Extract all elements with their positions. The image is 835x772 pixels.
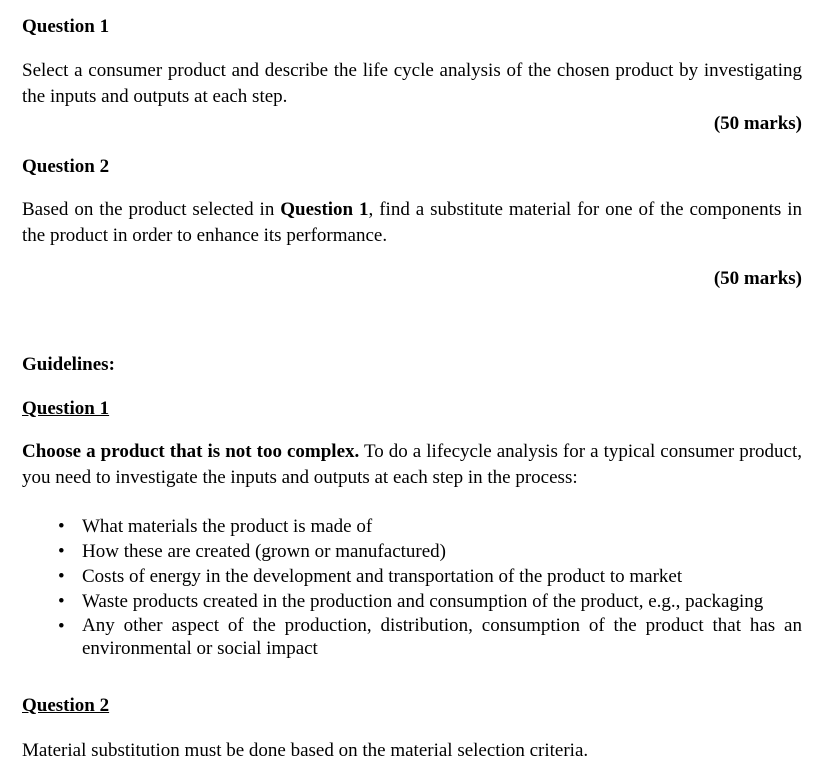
- bullet-icon: •: [58, 591, 65, 612]
- list-item: • Waste products created in the production and consumption of the product, e.g., packaging: [58, 591, 764, 612]
- list-item: • Costs of energy in the development and transportation of the product to market: [58, 566, 683, 587]
- bullet-icon: •: [58, 516, 65, 537]
- guidelines-heading: Guidelines:: [22, 354, 115, 375]
- guidelines-q2-text: Material substitution must be done based on the material selection criteria.: [22, 740, 589, 761]
- guidelines-q2-heading-text: Question 2: [22, 695, 110, 716]
- question-1-heading: Question 1: [22, 16, 110, 37]
- question-1-marks: (50 marks): [713, 113, 802, 134]
- guidelines-q1-heading: [22, 396, 802, 422]
- guidelines-q2-heading: [22, 693, 802, 719]
- question-2-text: [22, 197, 802, 249]
- question-2-text-after: , find a substitute material for one of the components in the product in order to enhance its performance.: [22, 199, 802, 246]
- bullet-icon: •: [58, 541, 65, 562]
- guidelines-q1-intro-rest: To do a lifecycle analysis for a typical consumer product, you need to investigate the inputs and outputs at each step in the process:: [22, 441, 802, 488]
- guidelines-q1-heading-text: Question 1: [22, 398, 110, 419]
- bullet-icon: •: [58, 566, 65, 587]
- question-2-marks: (50 marks): [713, 268, 802, 289]
- guidelines-q1-intro: [22, 439, 802, 491]
- guidelines-bullet-list: [22, 514, 802, 660]
- list-item: • How these are created (grown or manufactured): [58, 541, 446, 562]
- question-2-heading: Question 2: [22, 156, 110, 177]
- question-2-text-before: Based on the product selected in: [22, 199, 281, 220]
- guidelines-q1-intro-bold: Choose a product that is not too complex.: [22, 441, 360, 462]
- bullet-icon: •: [58, 616, 65, 637]
- list-item: • What materials the product is made of: [58, 516, 373, 537]
- question-1-text: Select a consumer product and describe the life cycle analysis of the chosen product by investigating the inputs and outputs at each step.: [22, 60, 802, 107]
- question-2-text-ref: Question 1: [280, 199, 369, 220]
- list-item: • Any other aspect of the production, distribution, consumption of the product that has an environmental or social impact: [58, 615, 802, 659]
